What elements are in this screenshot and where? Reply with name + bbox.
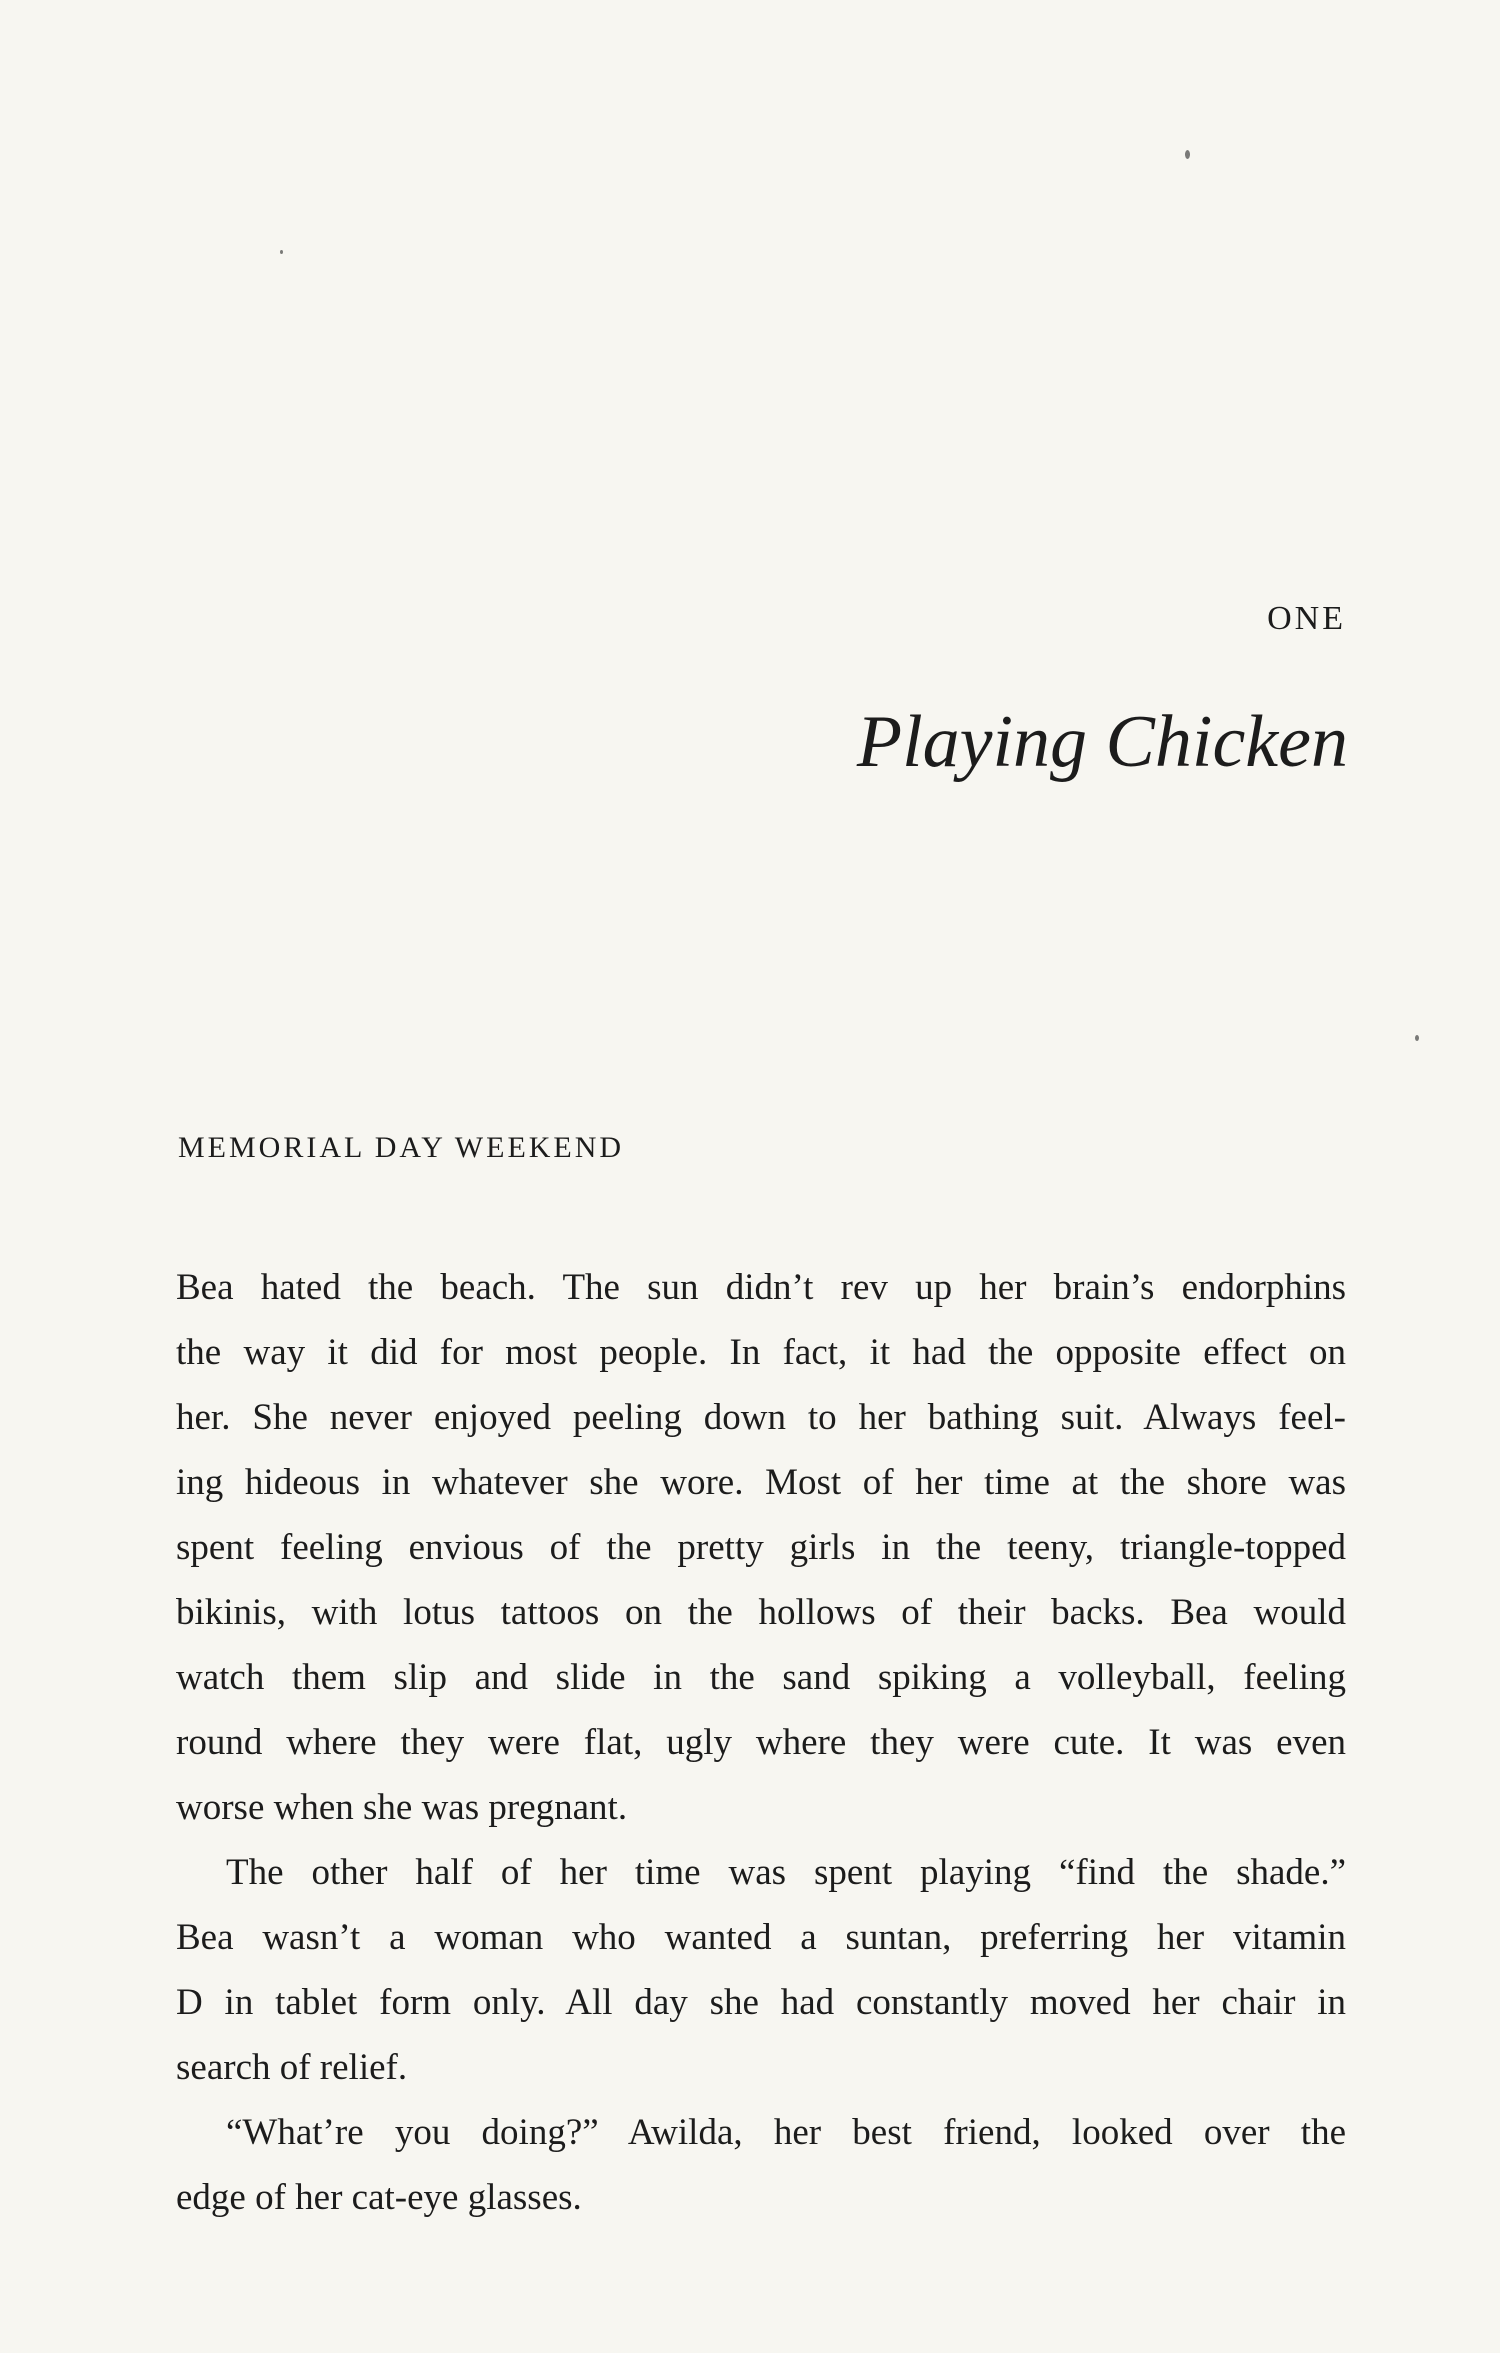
text-line: D in tablet form only. All day she had constantly moved her chair in	[176, 1982, 1346, 2023]
text-line: watch them slip and slide in the sand spiking a volleyball, feeling	[176, 1657, 1346, 1698]
paragraph	[176, 1255, 1346, 1840]
chapter-title: Playing Chicken	[856, 701, 1348, 783]
text-line: Bea wasn’t a woman who wanted a suntan, preferring her vitamin	[176, 1917, 1346, 1958]
paragraph	[176, 1840, 1346, 2100]
text-line: worse when she was pregnant.	[176, 1787, 628, 1828]
scan-speck	[1415, 1035, 1419, 1041]
text-line: the way it did for most people. In fact, it had the opposite effect on	[176, 1332, 1346, 1373]
text-line: edge of her cat-eye glasses.	[176, 2177, 582, 2218]
chapter-number: ONE	[1267, 600, 1346, 637]
text-line: The other half of her time was spent playing “find the shade.”	[226, 1852, 1346, 1893]
text-line: Bea hated the beach. The sun didn’t rev up her brain’s endorphins	[176, 1267, 1346, 1308]
scan-speck	[280, 250, 283, 254]
text-line: ing hideous in whatever she wore. Most of her time at the shore was	[176, 1462, 1346, 1503]
text-line: bikinis, with lotus tattoos on the hollows of their backs. Bea would	[176, 1592, 1346, 1633]
scan-speck	[1185, 150, 1190, 159]
text-line: her. She never enjoyed peeling down to her bathing suit. Always feel-	[176, 1397, 1346, 1438]
text-line: “What’re you doing?” Awilda, her best friend, looked over the	[226, 2112, 1346, 2153]
text-line: spent feeling envious of the pretty girls in the teeny, triangle-topped	[176, 1527, 1346, 1568]
paragraph	[176, 2100, 1346, 2230]
text-line: round where they were flat, ugly where they were cute. It was even	[176, 1722, 1346, 1763]
section-heading: MEMORIAL DAY WEEKEND	[178, 1131, 625, 1164]
body-text	[176, 1255, 1346, 2230]
text-line: search of relief.	[176, 2047, 408, 2088]
